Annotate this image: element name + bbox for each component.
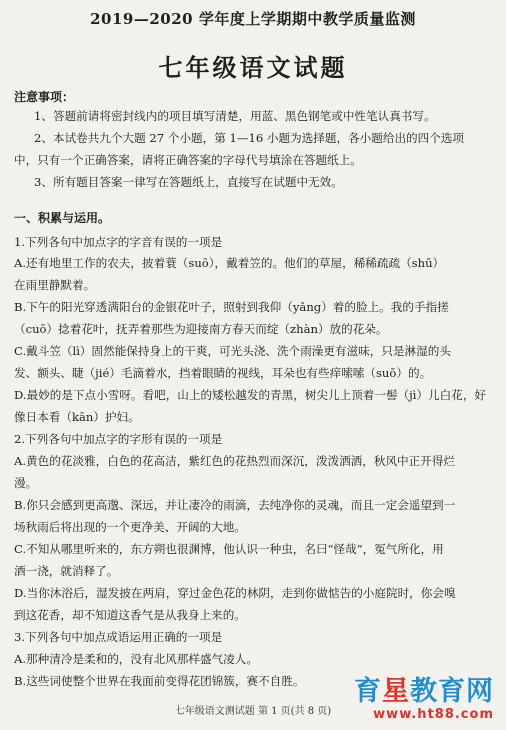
notes-label: 注意事项： bbox=[14, 90, 75, 104]
notes-line: 2、本试卷共九个大题 27 个小题，第 1—16 小题为选择题，各小题给出的四个选项 bbox=[34, 131, 465, 145]
question-line: A.还有地里工作的农夫，披着蓑（suō），戴着笠的。他们的草屋，稀稀疏疏（shū） bbox=[14, 256, 445, 270]
paper-title: 七年级语文试题 bbox=[158, 53, 348, 82]
question-line: C.戴斗笠（lì）固然能保持身上的干爽，可光头浇、洗个雨澡更有滋味，只是淋湿的头 bbox=[14, 344, 451, 358]
question-line: 像日本看（kān）护妇。 bbox=[14, 410, 140, 424]
question-line: 发、额头、睫（jié）毛滴着水，挡着眼睛的视线，耳朵也有些痒嗦嗦（suō）的。 bbox=[14, 366, 432, 380]
notes-line: 中，只有一个正确答案，请将正确答案的字母代号填涂在答题纸上。 bbox=[14, 153, 362, 167]
question-line: 漫。 bbox=[14, 476, 38, 490]
question-line: 3.下列各句中加点成语运用正确的一项是 bbox=[14, 630, 223, 644]
question-line: 在雨里静默着。 bbox=[14, 278, 96, 292]
watermark-logo: 育星教育网 bbox=[354, 676, 494, 707]
site-watermark bbox=[354, 677, 494, 722]
question-line: 酒一浇，就消释了。 bbox=[14, 564, 119, 578]
question-line: 场秋雨后将出现的一个更净美、开阔的大地。 bbox=[14, 520, 246, 534]
question-line: B.下午的阳光穿透满阳台的金银花叶子，照射到我仰（yǎng）着的脸上。我的手指搓 bbox=[14, 300, 449, 314]
exam-header: 2019—2020 学年度上学期期中教学质量监测 bbox=[90, 10, 416, 28]
question-line: 1.下列各句中加点字的字音有误的一项是 bbox=[14, 235, 223, 249]
question-line: A.黄色的花淡雅，白色的花高洁，紫红色的花热烈而深沉，泼泼洒洒，秋风中正开得烂 bbox=[14, 454, 456, 468]
page-footer: 七年级语文测试题 第 1 页(共 8 页) bbox=[174, 706, 332, 717]
section-heading: 一、积累与运用。 bbox=[14, 211, 111, 225]
question-line: 2.下列各句中加点字的字形有误的一项是 bbox=[14, 432, 223, 446]
question-line: D.最妙的是下点小雪呀。看吧，山上的矮松越发的青黑，树尖儿上顶着一髻（jì）儿白花，好 bbox=[14, 388, 487, 402]
question-line: D.当你沐浴后，湿发披在两肩，穿过金色花的林阴，走到你做惦告的小庭院时，你会嗅 bbox=[14, 586, 456, 600]
notes-line: 3、所有题目答案一律写在答题纸上，直接写在试题中无效。 bbox=[34, 175, 343, 189]
question-line: 到这花香，却不知道这香气是从我身上来的。 bbox=[14, 608, 246, 622]
watermark-url: www.ht88.com bbox=[373, 707, 494, 722]
question-line: B.这些词使整个世界在我面前变得花团锦簇，赛不自胜。 bbox=[14, 674, 305, 688]
notes-line: 1、答题前请将密封线内的项目填写清楚，用蓝、黑色钢笔或中性笔认真书写。 bbox=[34, 109, 436, 123]
question-line: B.你只会感到更高邈、深远，并让凄冷的雨滴，去纯净你的灵魂，而且一定会遥望到一 bbox=[14, 498, 456, 512]
question-line: C.不知从哪里听来的，东方朔也很渊博，他认识一种虫，名曰“怪哉”，冤气所化，用 bbox=[14, 542, 444, 556]
question-line: A.那种清冷是柔和的，没有北风那样盛气凌人。 bbox=[14, 652, 258, 666]
question-line: （cuō）捻着花叶，抚弄着那些为迎接南方春天而绽（zhàn）放的花朵。 bbox=[14, 322, 388, 336]
